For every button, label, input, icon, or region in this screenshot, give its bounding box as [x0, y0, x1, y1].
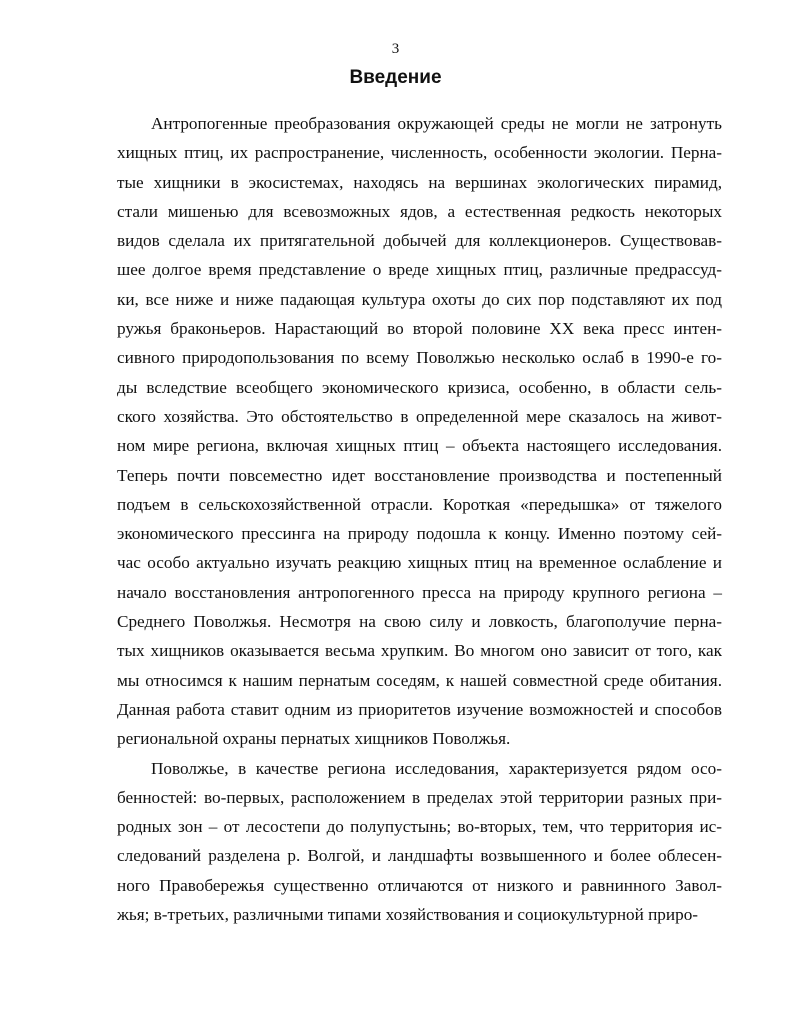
text-line	[117, 285, 722, 314]
text-line-content: сивного природопользования по всему Поволжью несколько ослаб в 1990-е го-	[117, 348, 722, 368]
text-line	[117, 314, 722, 343]
text-line-content: региональной охраны пернатых хищников Поволжья.	[117, 729, 511, 749]
text-line	[117, 754, 722, 783]
text-line	[117, 548, 722, 577]
text-line-content: ского хозяйства. Это обстоятельство в определенной мере сказалось на живот-	[117, 406, 722, 426]
text-line-content: ды вследствие всеобщего экономического кризиса, особенно, в области сель-	[117, 377, 722, 397]
text-line	[117, 871, 722, 900]
text-line	[117, 255, 722, 284]
text-line	[117, 402, 722, 431]
text-line-content: ном мире региона, включая хищных птиц – объекта настоящего исследования.	[117, 436, 722, 456]
text-line	[117, 812, 722, 841]
text-line-content: стали мишенью для всевозможных ядов, а естественная редкость некоторых	[117, 201, 722, 221]
text-line	[117, 695, 722, 724]
text-line-content: экономического прессинга на природу подошла к концу. Именно поэтому сей-	[117, 524, 722, 544]
page-title: Введение	[349, 67, 442, 88]
text-line-content: Поволжье, в качестве региона исследования, характеризуется рядом осо-	[151, 758, 722, 778]
text-line-content: ки, все ниже и ниже падающая культура охоты до сих пор подставляют их под	[117, 289, 722, 309]
text-line	[117, 138, 722, 167]
text-line-content: мы относимся к нашим пернатым соседям, к нашей совместной среде обитания.	[117, 670, 722, 690]
text-line	[117, 578, 722, 607]
text-line-content: жья; в-третьих, различными типами хозяйствования и социокультурной приро-	[117, 905, 699, 925]
text-line-content: бенностей: во-первых, расположением в пределах этой территории разных при-	[117, 787, 722, 807]
text-line-content: хищных птиц, их распространение, численность, особенности экологии. Перна-	[117, 143, 722, 163]
text-line	[117, 841, 722, 870]
text-line-content: тые хищники в экосистемах, находясь на вершинах экологических пирамид,	[117, 172, 722, 192]
text-line	[117, 607, 722, 636]
text-line	[117, 636, 722, 665]
text-line	[117, 226, 722, 255]
text-line-content: ружья браконьеров. Нарастающий во второй половине XX века пресс интен-	[117, 319, 722, 339]
text-line-content: родных зон – от лесостепи до полупустынь; во-вторых, тем, что территория ис-	[117, 817, 722, 837]
text-line-content: Среднего Поволжья. Несмотря на свою силу и ловкость, благополучие перна-	[117, 612, 722, 632]
text-line-content: Данная работа ставит одним из приоритетов изучение возможностей и способов	[117, 699, 722, 719]
text-line	[117, 490, 722, 519]
text-line-content: ного Правобережья существенно отличаются от низкого и равнинного Завол-	[117, 875, 722, 895]
text-line	[117, 900, 722, 929]
text-line	[117, 519, 722, 548]
text-line-content: шее долгое время представление о вреде хищных птиц, различные предрассуд-	[117, 260, 722, 280]
text-line	[117, 197, 722, 226]
text-line-content: час особо актуально изучать реакцию хищных птиц на временное ослабление и	[117, 553, 722, 573]
page-number: 3	[391, 41, 400, 57]
text-line	[117, 373, 722, 402]
text-line	[117, 109, 722, 138]
text-line	[117, 168, 722, 197]
text-line	[117, 724, 722, 753]
text-line-content: следований разделена р. Волгой, и ландшафты возвышенного и более облесен-	[117, 846, 722, 866]
text-line	[117, 783, 722, 812]
text-line-content: Антропогенные преобразования окружающей среды не могли не затронуть	[151, 114, 722, 133]
text-line-content: подъем в сельскохозяйственной отрасли. Короткая «передышка» от тяжелого	[117, 494, 722, 514]
text-line	[117, 431, 722, 460]
text-line	[117, 343, 722, 372]
text-line-content: начало восстановления антропогенного пресса на природу крупного региона –	[117, 582, 722, 602]
body-text	[117, 109, 722, 929]
text-line-content: видов сделала их притягательной добычей для коллекционеров. Существовав-	[117, 231, 722, 251]
text-line-content: тых хищников оказывается весьма хрупким. Во многом оно зависит от того, как	[117, 641, 722, 661]
text-line	[117, 666, 722, 695]
text-line-content: Теперь почти повсеместно идет восстановление производства и постепенный	[117, 465, 722, 485]
text-line	[117, 461, 722, 490]
